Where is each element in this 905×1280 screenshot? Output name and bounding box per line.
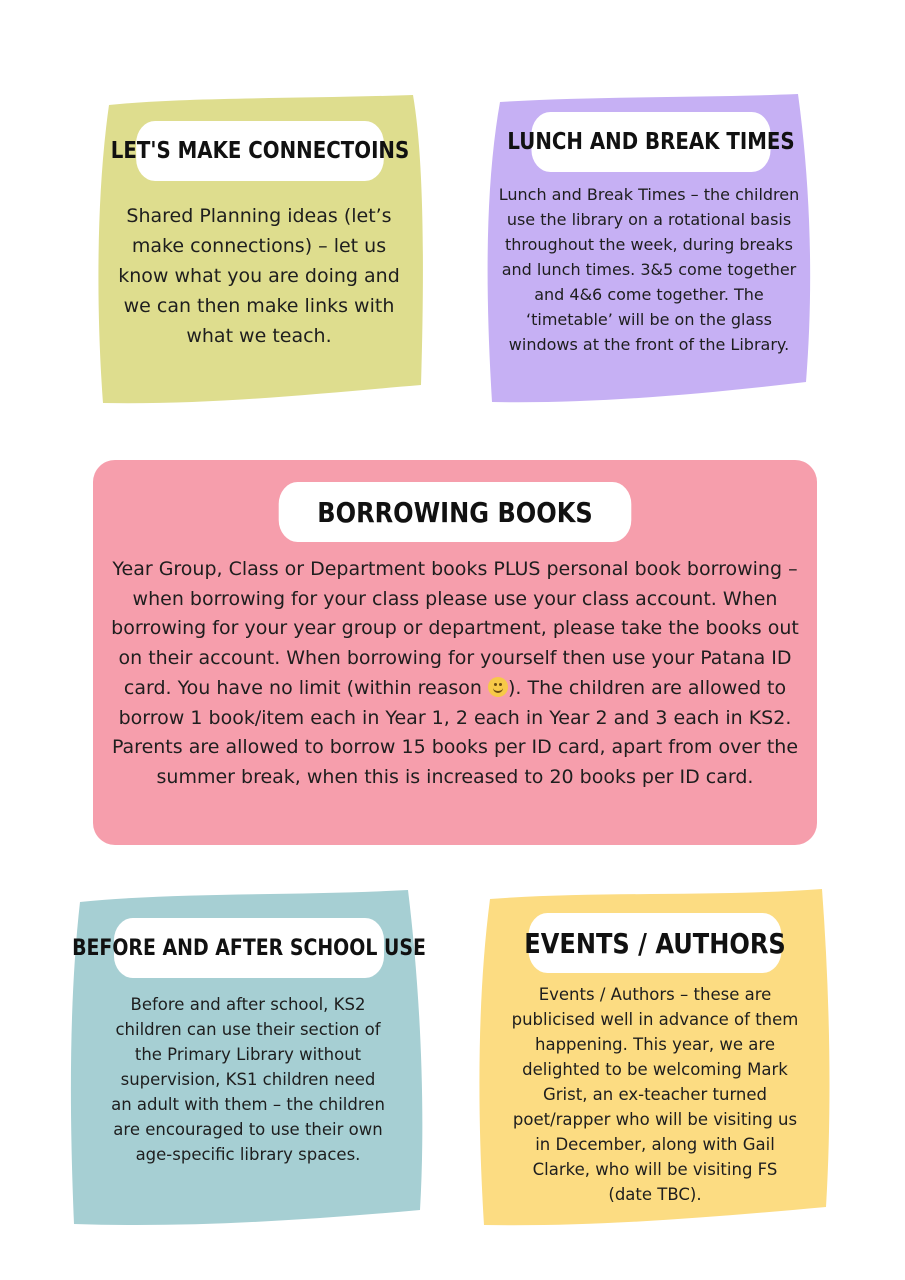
borrowing-card xyxy=(93,460,817,845)
borrowing-body xyxy=(109,555,801,793)
before-after-card xyxy=(68,888,428,1230)
before-after-title: BEFORE AND AFTER SCHOOL USE xyxy=(114,918,384,978)
lunch-card xyxy=(484,92,814,405)
connections-body: Shared Planning ideas (let’s make connections) – let us know what you are doing and we can then make links with what we teach. xyxy=(118,205,400,347)
events-card xyxy=(476,887,832,1229)
before-after-body: Before and after school, KS2 children can use their section of the Primary Library without supervision, KS1 children need an adult with them – the children are encouraged to use their own age-specific library spaces. xyxy=(111,995,385,1164)
lunch-body: Lunch and Break Times – the children use the library on a rotational basis throughout the week, during breaks and lunch times. 3&5 come together and 4&6 come together. The ‘timetable’ will be on the glass windows at the front of the Library. xyxy=(498,185,800,354)
slightly-smiling-face-icon xyxy=(488,677,508,697)
events-body: Events / Authors – these are publicised well in advance of them happening. This year, we are delighted to be welcoming Mark Grist, an ex-teacher turned poet/rapper who will be visiting us in December, along with Gail Clarke, who will be visiting FS (date TBC). xyxy=(511,985,799,1204)
borrowing-body-part1: Year Group, Class or Department books PLUS personal book borrowing – when borrowing for your class please use your class account. When borrowing for your year group or department, please take the books out on their account. When borrowing for yourself then use your Patana ID card. You have no limit (within reason xyxy=(111,558,799,699)
connections-title: LET'S MAKE CONNECTOINS xyxy=(136,121,384,181)
borrowing-title: BORROWING BOOKS xyxy=(279,482,632,542)
borrowing-body-part2: ). The children are allowed to borrow 1 book/item each in Year 1, 2 each in Year 2 and 3 each in KS2. Parents are allowed to borrow 15 books per ID card, apart from over the summer break, when this is increased to 20 books per ID card. xyxy=(111,676,799,788)
events-title: EVENTS / AUTHORS xyxy=(529,913,782,973)
lunch-title: LUNCH AND BREAK TIMES xyxy=(531,112,770,172)
connections-card xyxy=(95,93,427,407)
